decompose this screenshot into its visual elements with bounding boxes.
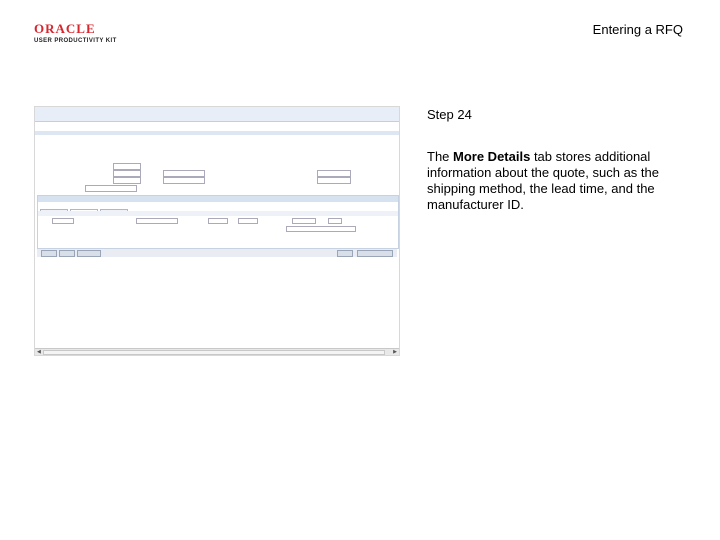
screenshot-field	[113, 170, 141, 177]
grid-header	[38, 196, 398, 202]
screenshot-button	[77, 250, 101, 257]
screenshot-button	[337, 250, 353, 257]
screenshot-field	[328, 218, 342, 224]
screenshot-header-band	[35, 131, 399, 135]
screenshot-top-bar	[35, 107, 399, 122]
page-header-title: Entering a RFQ	[592, 22, 683, 37]
description-prefix: The	[427, 149, 454, 164]
grid-column-headers	[38, 211, 398, 216]
screenshot-field	[238, 218, 258, 224]
step-description	[427, 149, 697, 213]
description-suffix: tab stores additional information about the quote, such as the shipping method, the lead time, and the manufacturer ID.	[427, 149, 659, 212]
screenshot-button	[357, 250, 393, 257]
scroll-left-icon: ◀	[37, 349, 41, 355]
screenshot-button-bar	[37, 248, 397, 257]
screenshot-field	[163, 177, 205, 184]
screenshot-field	[85, 185, 137, 192]
grid-tabs	[40, 203, 130, 209]
screenshot-field	[317, 177, 351, 184]
screenshot-field	[163, 170, 205, 177]
embedded-screenshot	[34, 106, 400, 356]
oracle-upk-logo	[34, 22, 126, 48]
screenshot-button	[59, 250, 75, 257]
screenshot-field	[52, 218, 74, 224]
screenshot-horizontal-scrollbar	[35, 348, 399, 355]
scroll-right-icon: ▶	[393, 349, 397, 355]
step-label: Step 24	[427, 107, 472, 122]
screenshot-field	[208, 218, 228, 224]
grid-row	[38, 218, 398, 223]
screenshot-lines-grid	[37, 195, 399, 249]
screenshot-field	[113, 163, 141, 170]
screenshot-dropdown	[286, 226, 356, 232]
scroll-thumb	[43, 350, 385, 355]
screenshot-field	[292, 218, 316, 224]
screenshot-field	[136, 218, 178, 224]
upk-logo-subtitle: USER PRODUCTIVITY KIT	[34, 38, 117, 44]
screenshot-field	[317, 170, 351, 177]
description-bold-term: More Details	[453, 149, 531, 164]
screenshot-field	[113, 177, 141, 184]
screenshot-button	[41, 250, 57, 257]
oracle-logo-text: ORACLE	[34, 21, 96, 36]
